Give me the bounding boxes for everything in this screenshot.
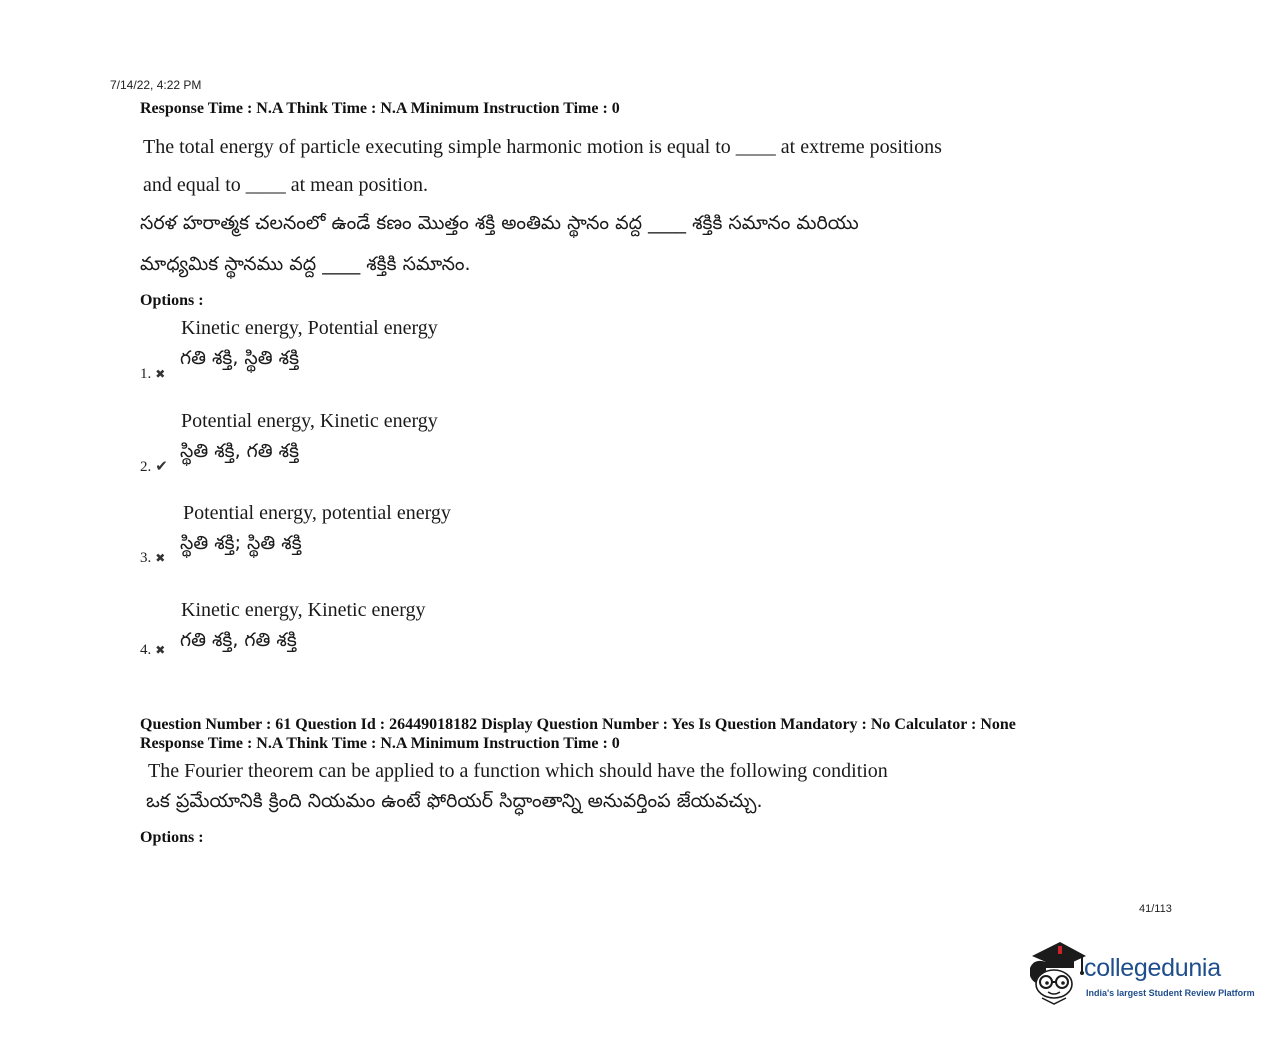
- check-icon: ✔: [155, 457, 168, 475]
- option-3-telugu: స్థితి శక్తి; స్థితి శక్తి: [180, 532, 302, 554]
- question-text-telugu-1: సరళ హరాత్మక చలనంలో ఉండే కణం మొత్తం శక్తి అంతిమ స్థానం వద్ద ____ శక్తికి సమానం మరియు: [140, 212, 859, 234]
- logo-wordmark: collegedunia: [1084, 954, 1221, 982]
- option-number: 2.: [140, 459, 152, 475]
- option-3-number: [140, 550, 165, 567]
- question-61-text-english: The Fourier theorem can be applied to a function which should have the following condition: [148, 760, 888, 782]
- option-4-english: Kinetic energy, Kinetic energy: [181, 599, 426, 621]
- response-time-line: Response Time : N.A Think Time : N.A Minimum Instruction Time : 0: [140, 100, 620, 117]
- logo-tagline: India's largest Student Review Platform: [1086, 988, 1255, 998]
- page-number: 41/113: [1139, 903, 1172, 915]
- question-text-english-1: The total energy of particle executing simple harmonic motion is equal to ____ at extreme positions: [143, 136, 942, 158]
- option-1-english: Kinetic energy, Potential energy: [181, 317, 438, 339]
- question-61-options-label: Options :: [140, 829, 204, 846]
- question-61-meta: Question Number : 61 Question Id : 26449018182 Display Question Number : Yes Is Question Mandatory : No Calculator : None: [140, 716, 1016, 733]
- collegedunia-logo: [1024, 938, 1254, 1008]
- option-3-english: Potential energy, potential energy: [183, 502, 451, 524]
- option-2-english: Potential energy, Kinetic energy: [181, 410, 438, 432]
- option-1-number: [140, 366, 165, 383]
- print-date: 7/14/22, 4:22 PM: [110, 78, 202, 92]
- option-1-telugu: గతి శక్తి, స్థితి శక్తి: [180, 347, 300, 369]
- cross-icon: ✖: [155, 643, 166, 657]
- question-61-response-time: Response Time : N.A Think Time : N.A Minimum Instruction Time : 0: [140, 735, 620, 752]
- mascot-icon: [1024, 938, 1088, 1008]
- option-number: 1.: [140, 366, 152, 382]
- option-4-number: [140, 642, 165, 659]
- question-61-text-telugu: ఒక ప్రమేయానికి క్రింది నియమం ఉంటే ఫోరియర్ సిద్ధాంతాన్ని అనువర్తింప జేయవచ్చు.: [146, 790, 763, 812]
- option-4-telugu: గతి శక్తి, గతి శక్తి: [180, 629, 297, 651]
- cross-icon: ✖: [155, 367, 166, 381]
- question-text-english-2: and equal to ____ at mean position.: [143, 174, 428, 196]
- option-2-telugu: స్థితి శక్తి, గతి శక్తి: [180, 440, 300, 462]
- option-number: 3.: [140, 550, 152, 566]
- cross-icon: ✖: [155, 551, 166, 565]
- option-2-number: [140, 457, 168, 476]
- option-number: 4.: [140, 642, 152, 658]
- question-text-telugu-2: మాధ్యమిక స్థానము వద్ద ____ శక్తికి సమానం.: [140, 253, 471, 275]
- options-label: Options :: [140, 292, 204, 309]
